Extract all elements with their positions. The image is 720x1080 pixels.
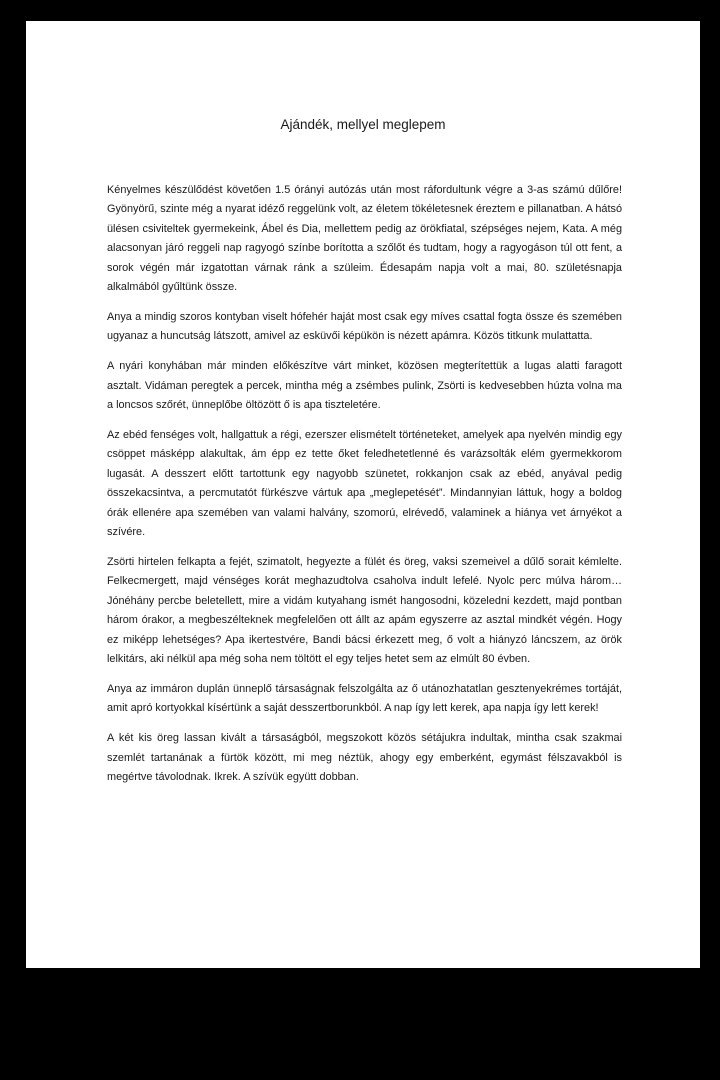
paragraph: Anya a mindig szoros kontyban viselt hófehér haját most csak egy míves csattal fogta össze és szemében ugyanaz a huncutság látszott, amivel az esküvői képükön is nézett apámra. Közös titkunk mulattatta. xyxy=(107,310,622,343)
document-body xyxy=(107,181,622,798)
paragraph: Az ebéd fenséges volt, hallgattuk a régi, ezerszer elismételt történeteket, amelyek apa nyelvén mindig egy csöppet másképp alakultak, ám épp ez tette őket feledhetetlenné és varázsolták elém gyermekkorom lugasát. A desszert előtt tartottunk egy nagyobb szünetet, rokkanjon csak az ebéd, anyával pedig összekacsintva, a percmutatót fürkészve vártuk apa „meglepetését”. Mindannyian láttuk, hogy a boldog órák ellenére apa szemében van valami halvány, szomorú, elrévedő, valaminek a hiánya vet árnyékot a szívére. xyxy=(107,428,622,538)
paragraph: Zsörti hirtelen felkapta a fejét, szimatolt, hegyezte a fülét és öreg, vaksi szemeivel a dűlő sorait kémlelte. Felkecmergett, majd vénséges korát meghazudtolva csaholva indult lefelé. Nyolc perc múlva három… Jónéhány percbe beletellett, mire a vidám kutyahang ismét hangosodni, közeledni kezdett, majd pontban három órakor, a megbeszélteknek megfelelően ott állt az apám egyszerre az asztal mindkét végén. Hogy ez miképp lehetséges? Apa ikertestvére, Bandi bácsi érkezett meg, ő volt a hiányzó láncszem, az örök lelkitárs, aki nélkül apa még soha nem töltött el egy teljes hetet sem az elmúlt 80 évben. xyxy=(107,555,622,665)
paragraph: A két kis öreg lassan kivált a társaságból, megszokott közös sétájukra indultak, mintha csak szakmai szemlét tartanának a fürtök között, mi meg néztük, ahogy egy emberként, egymást félszavakból is megértve távolodnak. Ikrek. A szívük együtt dobban. xyxy=(107,732,622,783)
document-title: Ajándék, mellyel meglepem xyxy=(280,117,446,132)
paragraph: A nyári konyhában már minden előkészítve várt minket, közösen megterítettük a lugas alatti faragott asztalt. Vidáman peregtek a percek, mintha még a zsémbes pulink, Zsörti is kedvesebben húzta volna ma a loncsos szőrét, ünneplőbe öltözött ő is apa tiszteletére. xyxy=(107,360,622,412)
paragraph: Kényelmes készülődést követően 1.5 órányi autózás után most ráfordultunk végre a 3-as számú dűlőre! Gyönyörű, szinte még a nyarat idéző reggelünk volt, az életem tökéletesnek éreztem e pillanatban. A hátsó ülésen csiviteltek gyermekeink, Ábel és Dia, mellettem pedig az örökfiatal, szépséges nejem, Kata. A még alacsonyan járó reggeli nap ragyogó színbe borította a szőlőt és tudtam, hogy a ragyogáson túl ott fent, a sorok végén már izgatottan várnak ránk a szüleim. Édesapám napja volt a mai, 80. születésnapja alkalmából gyűltünk össze. xyxy=(107,184,622,294)
paragraph: Anya az immáron duplán ünneplő társaságnak felszolgálta az ő utánozhatatlan gesztenyekrémes tortáját, amit apró kortyokkal kísértünk a saját desszertborunkból. A nap így lett kerek, apa napja így lett kerek! xyxy=(107,682,622,715)
document-page xyxy=(26,21,700,968)
